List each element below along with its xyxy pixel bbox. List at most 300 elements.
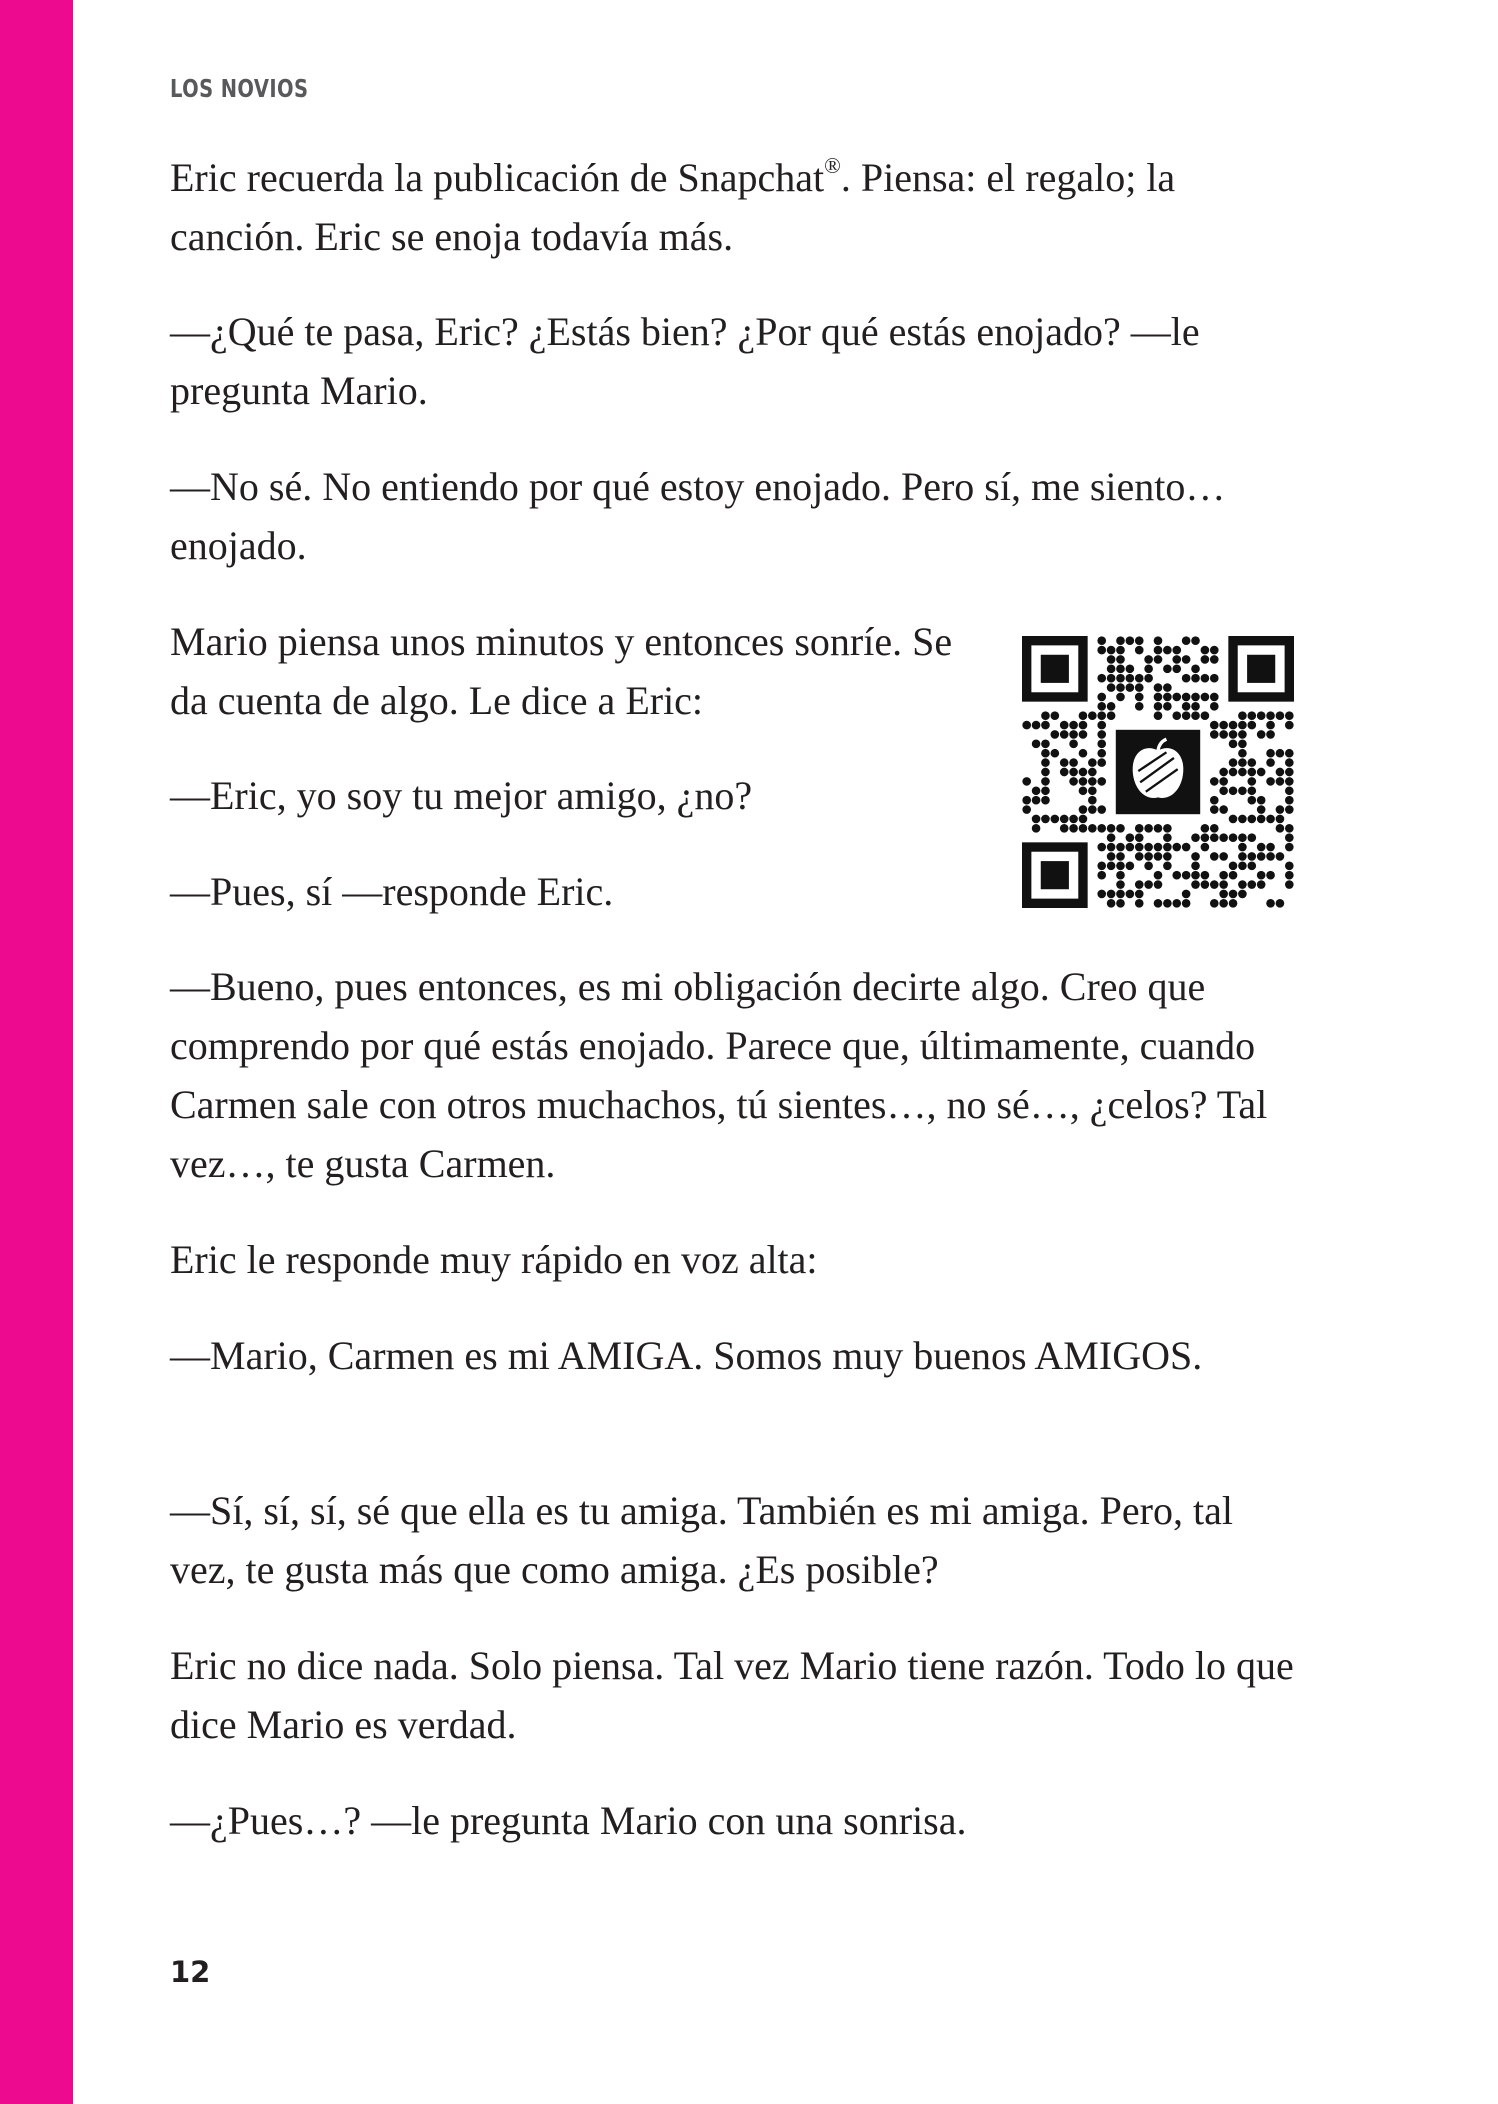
- qr-module: [1088, 768, 1097, 777]
- qr-module: [1182, 711, 1191, 720]
- qr-module: [1238, 843, 1247, 852]
- qr-module: [1116, 683, 1125, 692]
- qr-module: [1266, 777, 1275, 786]
- qr-module: [1276, 777, 1285, 786]
- qr-module: [1238, 730, 1247, 739]
- qr-module: [1201, 824, 1210, 833]
- qr-module: [1135, 674, 1144, 683]
- side-color-bar: [0, 0, 73, 2104]
- qr-module: [1257, 796, 1266, 805]
- qr-module: [1041, 721, 1050, 730]
- qr-module: [1126, 861, 1135, 870]
- qr-module: [1097, 890, 1106, 899]
- qr-module: [1135, 890, 1144, 899]
- qr-module: [1163, 843, 1172, 852]
- qr-module: [1041, 786, 1050, 795]
- qr-module: [1097, 693, 1106, 702]
- qr-module: [1051, 711, 1060, 720]
- paragraph-text: Eric recuerda la publicación de Snapchat: [170, 155, 825, 200]
- qr-module: [1088, 796, 1097, 805]
- qr-module: [1276, 805, 1285, 814]
- qr-module: [1060, 721, 1069, 730]
- qr-module: [1051, 749, 1060, 758]
- qr-module: [1219, 890, 1228, 899]
- qr-module: [1285, 749, 1294, 758]
- qr-module: [1107, 655, 1116, 664]
- qr-module: [1051, 730, 1060, 739]
- qr-module: [1116, 665, 1125, 674]
- qr-module: [1266, 843, 1275, 852]
- qr-module: [1163, 899, 1172, 908]
- qr-module: [1182, 655, 1191, 664]
- qr-module: [1088, 711, 1097, 720]
- qr-module: [1107, 899, 1116, 908]
- qr-module: [1154, 693, 1163, 702]
- qr-module: [1266, 871, 1275, 880]
- page-number: 12: [170, 1955, 211, 1989]
- qr-module: [1229, 833, 1238, 842]
- qr-module: [1247, 796, 1256, 805]
- qr-module: [1135, 899, 1144, 908]
- qr-module: [1229, 786, 1238, 795]
- paragraph: —¿Pues…? —le pregunta Mario con una sonrisa.: [170, 1798, 967, 1843]
- qr-module: [1079, 768, 1088, 777]
- paragraph-text: . Piensa: el regalo; la canción. Eric se enoja todavía más.: [170, 155, 1176, 259]
- qr-module: [1088, 777, 1097, 786]
- qr-module: [1172, 711, 1181, 720]
- qr-module: [1210, 730, 1219, 739]
- qr-module: [1032, 796, 1041, 805]
- qr-module: [1247, 711, 1256, 720]
- qr-module: [1163, 852, 1172, 861]
- qr-module: [1144, 674, 1153, 683]
- qr-module: [1144, 824, 1153, 833]
- qr-module: [1060, 730, 1069, 739]
- qr-module: [1032, 824, 1041, 833]
- qr-module: [1116, 843, 1125, 852]
- qr-module: [1247, 721, 1256, 730]
- qr-module: [1135, 636, 1144, 645]
- qr-module: [1116, 693, 1125, 702]
- paragraph: —Pues, sí —responde Eric.: [170, 869, 614, 914]
- qr-module: [1088, 805, 1097, 814]
- qr-module: [1238, 890, 1247, 899]
- qr-module: [1097, 636, 1106, 645]
- qr-module: [1097, 843, 1106, 852]
- qr-module: [1172, 693, 1181, 702]
- qr-module: [1201, 711, 1210, 720]
- qr-module: [1154, 880, 1163, 889]
- qr-module: [1210, 646, 1219, 655]
- qr-module: [1201, 674, 1210, 683]
- qr-module: [1135, 824, 1144, 833]
- qr-module: [1116, 871, 1125, 880]
- qr-module: [1144, 852, 1153, 861]
- qr-module: [1238, 852, 1247, 861]
- qr-module: [1238, 786, 1247, 795]
- paragraph: —Bueno, pues entonces, es mi obligación decirte algo. Creo que comprendo por qué estás enojado. Parece que, últimamente, cuando Carmen sale con otros muchachos, tú sientes…, no sé…, ¿celos? Tal vez…, te gusta Carmen.: [170, 964, 1268, 1186]
- qr-module: [1126, 636, 1135, 645]
- qr-module: [1210, 833, 1219, 842]
- qr-module: [1238, 721, 1247, 730]
- qr-module: [1107, 646, 1116, 655]
- qr-module: [1210, 721, 1219, 730]
- qr-module: [1219, 833, 1228, 842]
- qr-module: [1201, 880, 1210, 889]
- qr-module: [1182, 890, 1191, 899]
- qr-module: [1097, 749, 1106, 758]
- qr-module: [1182, 674, 1191, 683]
- qr-module: [1201, 833, 1210, 842]
- qr-module: [1219, 880, 1228, 889]
- qr-module: [1097, 861, 1106, 870]
- qr-module: [1022, 777, 1031, 786]
- qr-module: [1257, 815, 1266, 824]
- qr-module: [1154, 683, 1163, 692]
- qr-module: [1219, 768, 1228, 777]
- qr-module: [1201, 843, 1210, 852]
- qr-module: [1191, 665, 1200, 674]
- qr-module: [1116, 880, 1125, 889]
- qr-module: [1238, 758, 1247, 767]
- qr-module: [1116, 890, 1125, 899]
- qr-module: [1154, 655, 1163, 664]
- qr-module: [1182, 843, 1191, 852]
- qr-module: [1154, 702, 1163, 711]
- qr-module: [1210, 880, 1219, 889]
- qr-module: [1247, 768, 1256, 777]
- qr-module: [1210, 805, 1219, 814]
- qr-module: [1210, 796, 1219, 805]
- qr-module: [1229, 815, 1238, 824]
- qr-module: [1079, 730, 1088, 739]
- qr-module: [1172, 655, 1181, 664]
- qr-module: [1238, 740, 1247, 749]
- qr-module: [1266, 899, 1275, 908]
- qr-module: [1257, 843, 1266, 852]
- qr-module: [1154, 636, 1163, 645]
- qr-module: [1022, 805, 1031, 814]
- qr-module: [1041, 740, 1050, 749]
- qr-module: [1135, 880, 1144, 889]
- qr-module: [1032, 740, 1041, 749]
- qr-module: [1154, 852, 1163, 861]
- qr-module: [1238, 768, 1247, 777]
- qr-module: [1069, 721, 1078, 730]
- qr-module: [1135, 646, 1144, 655]
- qr-module: [1079, 786, 1088, 795]
- qr-module: [1088, 824, 1097, 833]
- qr-module: [1182, 636, 1191, 645]
- paragraph: —Sí, sí, sí, sé que ella es tu amiga. También es mi amiga. Pero, tal vez, te gusta más que como amiga. ¿Es posible?: [170, 1488, 1233, 1592]
- qr-module: [1079, 824, 1088, 833]
- qr-module: [1276, 815, 1285, 824]
- qr-module: [1088, 786, 1097, 795]
- qr-module: [1069, 730, 1078, 739]
- qr-module: [1097, 758, 1106, 767]
- qr-module: [1238, 749, 1247, 758]
- qr-module: [1097, 777, 1106, 786]
- qr-module: [1135, 683, 1144, 692]
- qr-module: [1219, 777, 1228, 786]
- qr-module: [1285, 871, 1294, 880]
- qr-module: [1238, 861, 1247, 870]
- paragraph: Eric le responde muy rápido en voz alta:: [170, 1237, 818, 1282]
- qr-module: [1107, 890, 1116, 899]
- qr-module: [1201, 871, 1210, 880]
- qr-module: [1107, 824, 1116, 833]
- qr-module: [1276, 768, 1285, 777]
- qr-module: [1210, 777, 1219, 786]
- qr-module: [1247, 833, 1256, 842]
- qr-module: [1060, 768, 1069, 777]
- qr-module: [1247, 852, 1256, 861]
- qr-module: [1210, 655, 1219, 664]
- qr-module: [1079, 721, 1088, 730]
- qr-module: [1238, 815, 1247, 824]
- qr-module: [1060, 815, 1069, 824]
- qr-module: [1097, 740, 1106, 749]
- qr-module: [1069, 824, 1078, 833]
- qr-module: [1219, 899, 1228, 908]
- qr-module: [1116, 636, 1125, 645]
- qr-module: [1201, 655, 1210, 664]
- qr-module: [1107, 683, 1116, 692]
- qr-module: [1210, 852, 1219, 861]
- qr-module: [1247, 786, 1256, 795]
- qr-module: [1135, 693, 1144, 702]
- qr-module: [1163, 824, 1172, 833]
- qr-module: [1219, 786, 1228, 795]
- qr-module: [1172, 899, 1181, 908]
- qr-module: [1191, 711, 1200, 720]
- qr-module: [1266, 711, 1275, 720]
- qr-module: [1276, 852, 1285, 861]
- qr-module: [1257, 730, 1266, 739]
- qr-module: [1276, 711, 1285, 720]
- qr-module: [1069, 815, 1078, 824]
- qr-module: [1126, 674, 1135, 683]
- qr-module: [1107, 702, 1116, 711]
- qr-module: [1154, 899, 1163, 908]
- qr-module: [1154, 824, 1163, 833]
- qr-module: [1135, 843, 1144, 852]
- qr-module: [1116, 899, 1125, 908]
- qr-module: [1163, 683, 1172, 692]
- qr-module: [1229, 721, 1238, 730]
- qr-module: [1285, 758, 1294, 767]
- qr-module: [1041, 815, 1050, 824]
- qr-module: [1107, 711, 1116, 720]
- qr-module: [1097, 721, 1106, 730]
- qr-module: [1182, 702, 1191, 711]
- qr-module: [1097, 871, 1106, 880]
- qr-module: [1247, 758, 1256, 767]
- paragraph: —Eric, yo soy tu mejor amigo, ¿no?: [170, 773, 753, 818]
- qr-module: [1032, 815, 1041, 824]
- qr-module: [1219, 730, 1228, 739]
- qr-module: [1126, 665, 1135, 674]
- qr-module: [1107, 852, 1116, 861]
- qr-module: [1229, 768, 1238, 777]
- qr-module: [1116, 655, 1125, 664]
- qr-module: [1126, 890, 1135, 899]
- qr-module: [1191, 880, 1200, 889]
- qr-module: [1116, 646, 1125, 655]
- qr-module: [1229, 871, 1238, 880]
- qr-module: [1182, 871, 1191, 880]
- qr-module: [1022, 796, 1031, 805]
- qr-module: [1079, 777, 1088, 786]
- qr-module: [1097, 730, 1106, 739]
- qr-module: [1088, 758, 1097, 767]
- qr-module: [1229, 899, 1238, 908]
- running-header: LOS NOVIOS: [170, 74, 309, 103]
- qr-module: [1154, 843, 1163, 852]
- qr-module: [1051, 815, 1060, 824]
- qr-module: [1210, 702, 1219, 711]
- qr-module: [1172, 871, 1181, 880]
- qr-module: [1266, 815, 1275, 824]
- qr-module: [1285, 721, 1294, 730]
- paragraph: —¿Qué te pasa, Eric? ¿Estás bien? ¿Por qué estás enojado? —le pregunta Mario.: [170, 309, 1200, 413]
- qr-module: [1172, 843, 1181, 852]
- qr-module: [1266, 749, 1275, 758]
- qr-module: [1210, 899, 1219, 908]
- paragraph: —Mario, Carmen es mi AMIGA. Somos muy buenos AMIGOS.: [170, 1333, 1203, 1378]
- qr-module: [1116, 852, 1125, 861]
- qr-module: [1247, 777, 1256, 786]
- qr-module: [1172, 665, 1181, 674]
- qr-module: [1229, 890, 1238, 899]
- qr-module: [1191, 674, 1200, 683]
- qr-module: [1238, 880, 1247, 889]
- qr-module: [1097, 805, 1106, 814]
- qr-module: [1276, 749, 1285, 758]
- qr-module: [1097, 674, 1106, 683]
- qr-module: [1069, 768, 1078, 777]
- paragraph: Mario piensa unos minutos y entonces sonríe. Se da cuenta de algo. Le dice a Eric:: [170, 619, 953, 723]
- qr-module: [1285, 711, 1294, 720]
- qr-module: [1135, 702, 1144, 711]
- qr-module: [1191, 861, 1200, 870]
- paragraph: —No sé. No entiendo por qué estoy enojado. Pero sí, me siento… enojado.: [170, 464, 1226, 568]
- qr-module: [1041, 758, 1050, 767]
- qr-module: [1022, 721, 1031, 730]
- qr-module: [1191, 871, 1200, 880]
- qr-module: [1191, 693, 1200, 702]
- qr-module: [1097, 824, 1106, 833]
- qr-module: [1247, 861, 1256, 870]
- qr-module: [1285, 880, 1294, 889]
- qr-module: [1219, 871, 1228, 880]
- qr-module: [1041, 796, 1050, 805]
- qr-module: [1163, 861, 1172, 870]
- qr-module: [1229, 730, 1238, 739]
- qr-module: [1201, 646, 1210, 655]
- qr-module: [1276, 824, 1285, 833]
- qr-module: [1154, 871, 1163, 880]
- qr-module: [1135, 833, 1144, 842]
- qr-module: [1069, 777, 1078, 786]
- qr-module: [1116, 861, 1125, 870]
- qr-module: [1257, 805, 1266, 814]
- qr-module: [1107, 861, 1116, 870]
- qr-module: [1079, 815, 1088, 824]
- qr-module: [1219, 805, 1228, 814]
- qr-module: [1182, 693, 1191, 702]
- qr-module: [1163, 833, 1172, 842]
- qr-module: [1191, 702, 1200, 711]
- qr-module: [1079, 749, 1088, 758]
- qr-module: [1126, 833, 1135, 842]
- qr-module: [1219, 852, 1228, 861]
- qr-module: [1163, 665, 1172, 674]
- qr-module: [1285, 843, 1294, 852]
- qr-module: [1266, 730, 1275, 739]
- qr-module: [1097, 711, 1106, 720]
- qr-module: [1238, 711, 1247, 720]
- qr-module: [1097, 646, 1106, 655]
- qr-module: [1154, 646, 1163, 655]
- qr-module: [1041, 777, 1050, 786]
- qr-module: [1247, 815, 1256, 824]
- qr-module: [1144, 843, 1153, 852]
- qr-code-graphic: [1022, 636, 1294, 908]
- qr-module: [1107, 665, 1116, 674]
- qr-module: [1126, 683, 1135, 692]
- qr-module: [1210, 824, 1219, 833]
- paragraph: Eric no dice nada. Solo piensa. Tal vez Mario tiene razón. Todo lo que dice Mario es verdad.: [170, 1643, 1294, 1747]
- qr-module: [1219, 721, 1228, 730]
- qr-module: [1144, 655, 1153, 664]
- qr-module: [1060, 824, 1069, 833]
- qr-module: [1285, 786, 1294, 795]
- qr-module: [1257, 852, 1266, 861]
- qr-module: [1285, 805, 1294, 814]
- qr-module: [1229, 861, 1238, 870]
- qr-module: [1032, 721, 1041, 730]
- qr-module: [1229, 740, 1238, 749]
- qr-module: [1079, 711, 1088, 720]
- qr-module: [1257, 880, 1266, 889]
- qr-module: [1107, 833, 1116, 842]
- qr-module: [1144, 665, 1153, 674]
- qr-module: [1238, 833, 1247, 842]
- qr-module: [1257, 711, 1266, 720]
- qr-module: [1285, 768, 1294, 777]
- qr-module: [1154, 711, 1163, 720]
- qr-module: [1144, 861, 1153, 870]
- qr-module: [1182, 899, 1191, 908]
- registered-mark: ®: [824, 153, 841, 178]
- qr-module: [1135, 852, 1144, 861]
- qr-module: [1285, 796, 1294, 805]
- qr-module: [1163, 702, 1172, 711]
- qr-module: [1285, 824, 1294, 833]
- qr-code[interactable]: [1022, 636, 1294, 908]
- qr-module: [1041, 711, 1050, 720]
- qr-module: [1163, 646, 1172, 655]
- qr-module: [1097, 702, 1106, 711]
- qr-module: [1191, 852, 1200, 861]
- qr-module: [1247, 880, 1256, 889]
- qr-module: [1201, 693, 1210, 702]
- qr-module: [1116, 674, 1125, 683]
- qr-module: [1229, 758, 1238, 767]
- qr-module: [1191, 636, 1200, 645]
- qr-module: [1276, 899, 1285, 908]
